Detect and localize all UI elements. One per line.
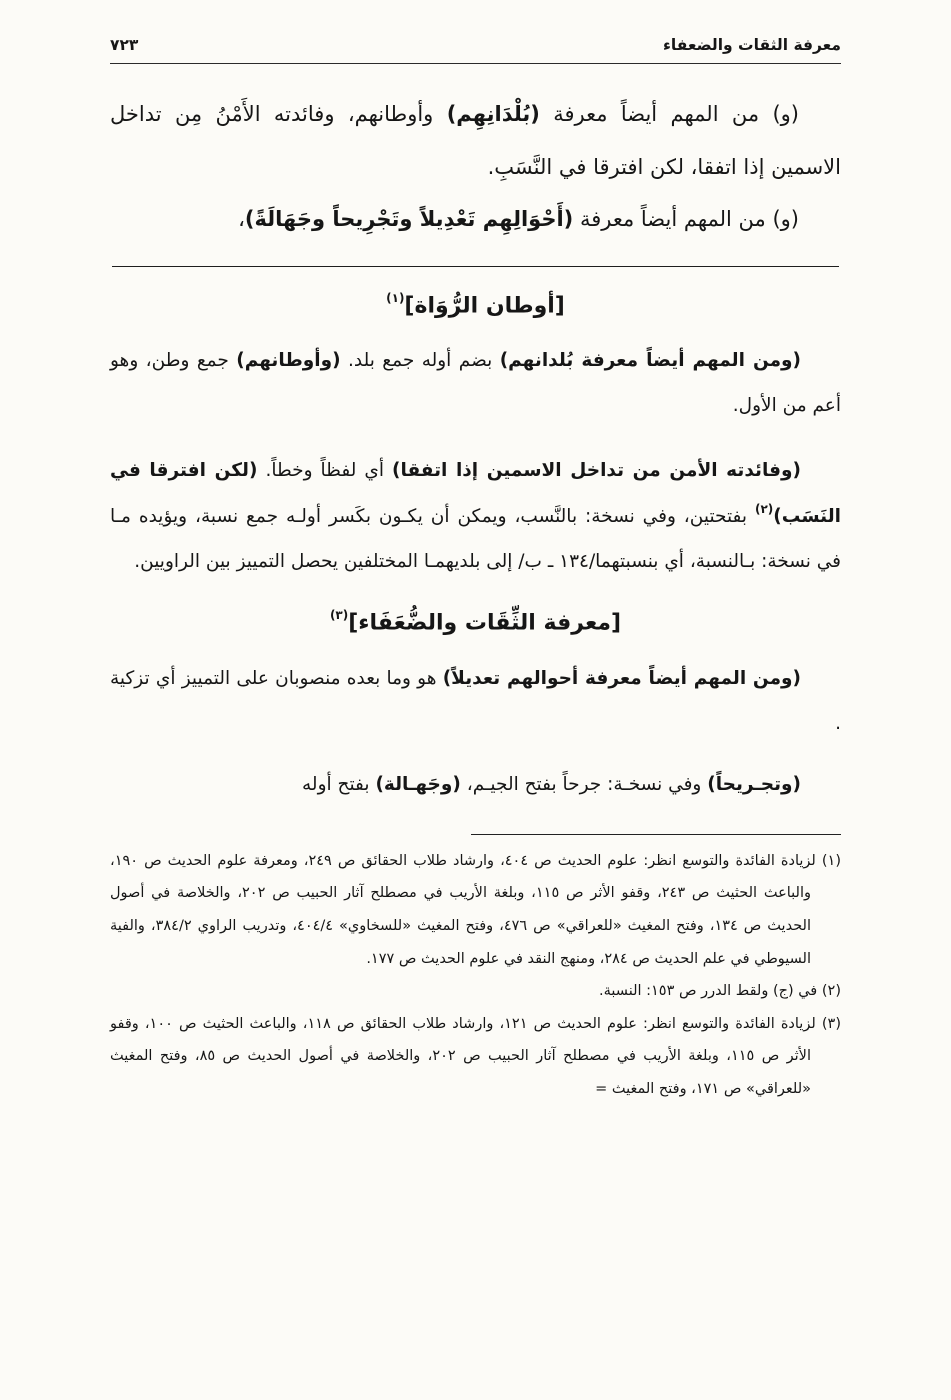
- quoted-lemma: (وأوطانهم): [236, 349, 341, 371]
- commentary-paragraph-buldanihim: [110, 338, 841, 429]
- footnote-ref-1: (١): [386, 290, 405, 305]
- footnote-separator-line: [471, 834, 841, 835]
- matn-paragraph-1: [110, 88, 841, 193]
- commentary-paragraph-tajrihan: [110, 762, 841, 807]
- matn-paragraph-2: [110, 193, 841, 246]
- footnote-1: [110, 845, 841, 976]
- heading-text: [أوطان الرُّوَاة]: [404, 292, 565, 318]
- matn-text: ،: [238, 207, 245, 231]
- quoted-lemma: (وجَهـالة): [375, 774, 461, 796]
- matn-commentary-divider: [112, 266, 839, 267]
- footnote-text: لزيادة الفائدة والتوسع انظر: علوم الحديث ص ٤٠٤، وارشاد طلاب الحقائق ص ٢٤٩، ومعرفة علوم الحديث ص ١٩٠، والباعث الحثيث ص ٢٤٣، وقفو الأثر ص ١١٥، وبلغة الأريب في مصطلح آثار الحبيب ص ٢٠٢، والخلاصة في أصول الحديث ص ١٣٤، وفتح المغيث «للعراقي» ص ٤٧٦، وفتح المغيث «للسخاوي» ٤٠٤/٤، وتدريب الراوي ٣٨٤/٢، والفية السيوطي في علم الحديث ص ٢٨٤، ومنهج النقد في علوم الحديث ص ١٧٧.: [110, 852, 822, 967]
- quoted-lemma: (وفائدته الأمن من تداخل الاسمين إذا اتفقا): [392, 460, 801, 482]
- footnote-ref-3: (٣): [329, 608, 349, 623]
- footnote-3: [110, 1008, 841, 1106]
- commentary-text: بفتحتين، وفي نسخة: بالنَّسب، ويمكن أن يكـون بكَسر أولـه جمع نسبة، ويؤيده مـا في نسخة: بـالنسبة، أي بنسبتهما/١٣٤ ـ ب/ إلى بلديهمـا المختلفين يحصل التمييز بين الراويين.: [110, 505, 841, 573]
- footnote-marker: (١): [821, 852, 841, 869]
- matn-quoted-word: (بُلْدَانِهِم): [446, 102, 540, 126]
- footnote-text: لزيادة الفائدة والتوسع انظر: علوم الحديث ص ١٢١، وارشاد طلاب الحقائق ص ١١٨، والباعث الحثيث ص ١٠٠، وقفو الأثر ص ١١٥، وبلغة الأريب في مصطلح آثار الحبيب ص ٢٠٢، والخلاصة في أصول الحديث ص ٨٥، وفتح المغيث «للعراقي» ص ١٧١، وفتح المغيث =: [110, 1015, 822, 1098]
- commentary-paragraph-tadilan: [110, 656, 841, 747]
- quoted-lemma: (ومن المهم أيضاً معرفة أحوالهم تعديلاً): [442, 667, 801, 689]
- section-heading-awtan-alruwat: [110, 290, 841, 318]
- matn-text: (و) من المهم أيضاً معرفة: [573, 207, 799, 231]
- page-header: [110, 36, 841, 64]
- matn-section: [110, 88, 841, 246]
- matn-text: وأوطانهم، وفائدته الأَمْنُ مِن تداخل الاسمين إذا اتفقا، لكن افترقا في النَّسَبِ.: [110, 102, 841, 179]
- commentary-paragraph-faidatuh: [110, 448, 841, 584]
- commentary-text: بفتح أوله: [302, 774, 376, 796]
- heading-text: [معرفة الثِّقَات والضُّعَفَاء]: [348, 610, 622, 636]
- matn-text: (و) من المهم أيضاً معرفة: [539, 102, 799, 126]
- commentary-text: جمع وطن، وهو أعم من الأول.: [110, 349, 841, 417]
- footnote-marker: (٣): [821, 1015, 841, 1032]
- running-title: معرفة الثقات والضعفاء: [662, 36, 841, 54]
- footnotes-block: [110, 834, 841, 1106]
- section-heading-thiqat-duafa: [110, 610, 841, 635]
- quoted-lemma: (ومن المهم أيضاً معرفة بُلدانهم): [499, 349, 801, 371]
- commentary-text: بضم أوله جمع بلد.: [340, 349, 500, 371]
- footnote-ref-2: (٢): [754, 501, 774, 516]
- matn-quoted-word: (أَحْوَالِهِم تَعْدِيلاً وتَجْرِيحاً وجَهَالَةً): [244, 207, 574, 231]
- commentary-text: أي لفظاً وخطاً.: [257, 460, 393, 482]
- quoted-lemma: (لكن افترقا في النَسَب): [110, 460, 841, 527]
- footnote-marker: (٢): [821, 983, 841, 1000]
- quoted-lemma: (وتجـريحاً): [707, 774, 801, 796]
- footnote-text: في (ج) ولقط الدرر ص ١٥٣: النسبة.: [599, 983, 822, 1000]
- page-number: ٧٢٣: [110, 36, 139, 54]
- footnote-2: [110, 975, 841, 1008]
- commentary-text: وفي نسخـة: جرحاً بفتح الجيـم،: [460, 774, 708, 796]
- commentary-text: هو وما بعده منصوبان على التمييز أي تزكية .: [110, 667, 841, 735]
